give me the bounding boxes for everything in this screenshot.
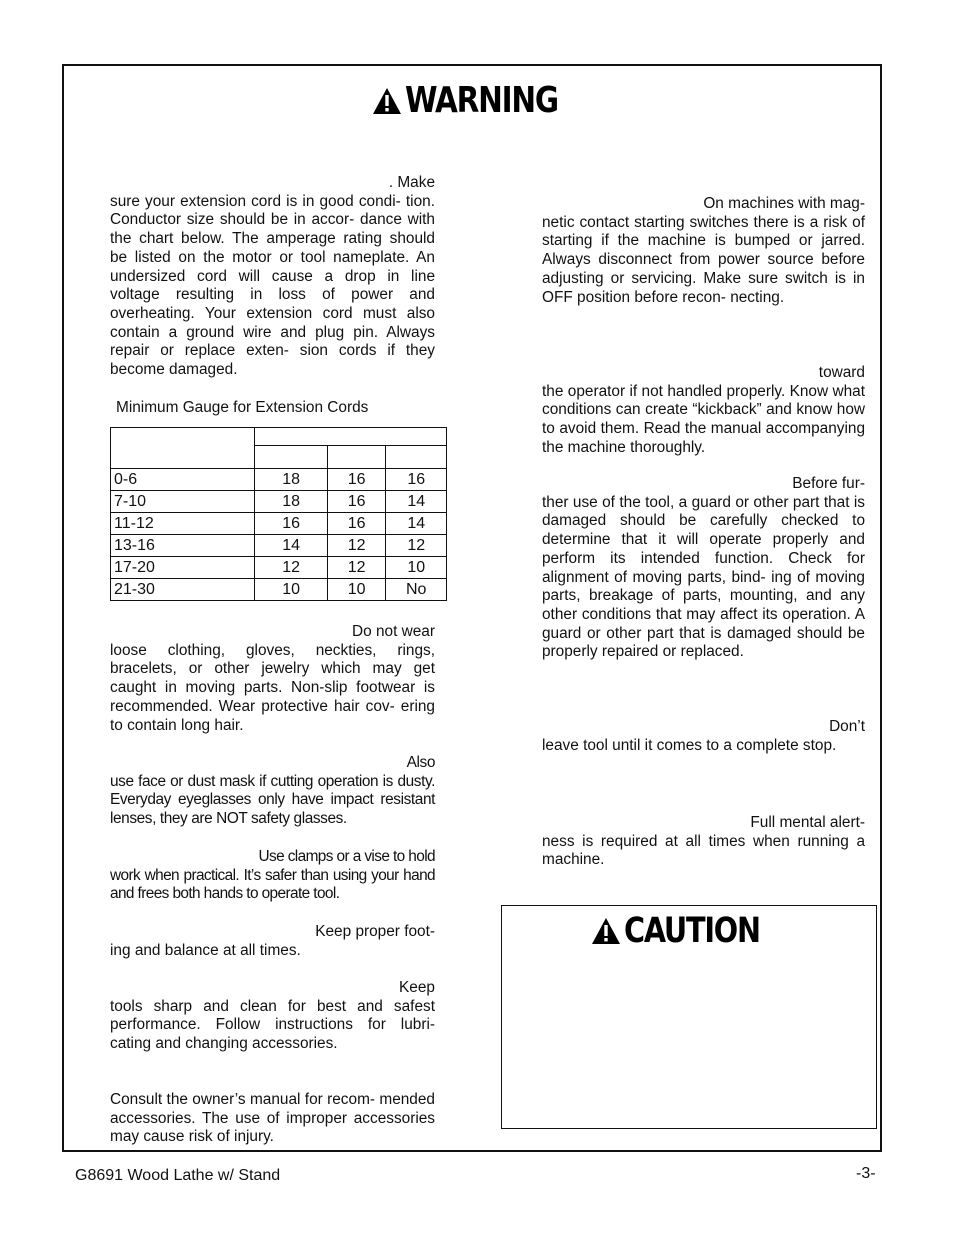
clamps-lead: Use clamps or a vise to hold xyxy=(258,848,435,865)
sharp-tools-body: tools sharp and clean for best and safest performance. Follow instructions for lubri- cating and changing accessories. xyxy=(110,997,435,1053)
table-cell: 12 xyxy=(255,557,328,579)
table-cell: 12 xyxy=(386,535,447,557)
table-row xyxy=(111,579,447,601)
table-cell: 14 xyxy=(386,513,447,535)
clothing-body: loose clothing, gloves, neckties, rings, bracelets, or other jewelry which may get caught in moving parts. Non-slip footwear is recommended. Wear protective hair cov- ering to contain long hair. xyxy=(110,641,435,734)
damaged-parts-body: ther use of the tool, a guard or other part that is damaged should be carefully checked to determine that it will operate properly and perform its intended function. Check for alignment of moving parts, bind- ing of moving parts, breakage of parts, mounting, and any other conditions that may affect its operation. A guard or other part that is damaged should be properly repaired or replaced. xyxy=(542,493,865,661)
kickback-lead: toward xyxy=(818,364,865,381)
table-row xyxy=(111,557,447,579)
clothing-lead: Do not wear xyxy=(352,623,435,640)
footing-lead: Keep proper foot- xyxy=(315,923,435,940)
table-row xyxy=(111,491,447,513)
extension-cord-body: sure your extension cord is in good condi- tion. Conductor size should be in accor- dance with the chart below. The amperage rating should be listed on the motor or tool nameplate. An undersized cord will cause a drop in line voltage resulting in loss of power and overheating. Your extension cord must also contain a ground wire and plug pin. Always repair or replace exten- sion cords if they become damaged. xyxy=(110,192,435,379)
table-cell: 16 xyxy=(255,513,328,535)
table-cell: 14 xyxy=(386,491,447,513)
caution-title: CAUTION xyxy=(624,911,760,951)
warning-title: WARNING xyxy=(405,80,558,121)
table-cell: 16 xyxy=(327,469,386,491)
table-cell-amps: 17-20 xyxy=(111,557,255,579)
table-cell-amps: 11-12 xyxy=(111,513,255,535)
table-cell-amps: 0-6 xyxy=(111,469,255,491)
extension-cord-lead: . Make xyxy=(388,174,435,191)
table-cell: 10 xyxy=(255,579,328,601)
stop-lead: Don’t xyxy=(829,718,865,735)
table-cell: 14 xyxy=(255,535,328,557)
table-cell: 10 xyxy=(327,579,386,601)
table-cell: 16 xyxy=(327,513,386,535)
table-cell: 16 xyxy=(386,469,447,491)
table-cell: 12 xyxy=(327,535,386,557)
alertness-body: ness is required at all times when running a machine. xyxy=(542,832,865,869)
clamps-body: work when practical. It’s safer than using your hand and frees both hands to operate tool. xyxy=(110,866,435,903)
stop-body: leave tool until it comes to a complete stop. xyxy=(542,736,837,754)
table-cell: 10 xyxy=(386,557,447,579)
table-cell: 16 xyxy=(327,491,386,513)
magnetic-switch-lead: On machines with mag- xyxy=(703,195,865,212)
table-cell: No xyxy=(386,579,447,601)
table-cell: 18 xyxy=(255,469,328,491)
table-row xyxy=(111,535,447,557)
mask-lead: Also xyxy=(406,754,435,771)
warning-triangle-icon xyxy=(372,87,402,115)
alertness-lead: Full mental alert- xyxy=(750,814,865,831)
magnetic-switch-body: netic contact starting switches there is a risk of starting if the machine is bumped or jarred. Always disconnect from power source before adjusting or servicing. Make sure switch is in OFF position before recon- necting. xyxy=(542,213,865,306)
caution-banner xyxy=(591,911,790,951)
footing-body: ing and balance at all times. xyxy=(110,941,301,959)
warning-triangle-icon xyxy=(591,917,621,945)
footer-model: G8691 Wood Lathe w/ Stand xyxy=(75,1167,281,1184)
table-header-row xyxy=(111,428,447,446)
mask-body: use face or dust mask if cutting operation is dusty. Everyday eyeglasses only have impact resistant lenses, they are NOT safety glasses. xyxy=(110,772,435,828)
page-number: -3- xyxy=(856,1165,876,1182)
damaged-parts-lead: Before fur- xyxy=(792,475,865,492)
table-cell-amps: 7-10 xyxy=(111,491,255,513)
table-row xyxy=(111,513,447,535)
table-cell: 12 xyxy=(327,557,386,579)
accessories-body: Consult the owner’s manual for recom- mended accessories. The use of improper accessories may cause risk of injury. xyxy=(110,1091,435,1146)
kickback-body: the operator if not handled properly. Know what conditions can create “kickback” and know how to avoid them. Read the manual accompanying the machine thoroughly. xyxy=(542,382,865,456)
table-caption: Minimum Gauge for Extension Cords xyxy=(116,399,369,416)
table-cell-amps: 21-30 xyxy=(111,579,255,601)
extension-cord-gauge-table xyxy=(110,427,447,601)
sharp-tools-lead: Keep xyxy=(399,979,435,996)
table-cell-amps: 13-16 xyxy=(111,535,255,557)
table-row xyxy=(111,469,447,491)
table-cell: 18 xyxy=(255,491,328,513)
warning-banner xyxy=(372,80,591,121)
